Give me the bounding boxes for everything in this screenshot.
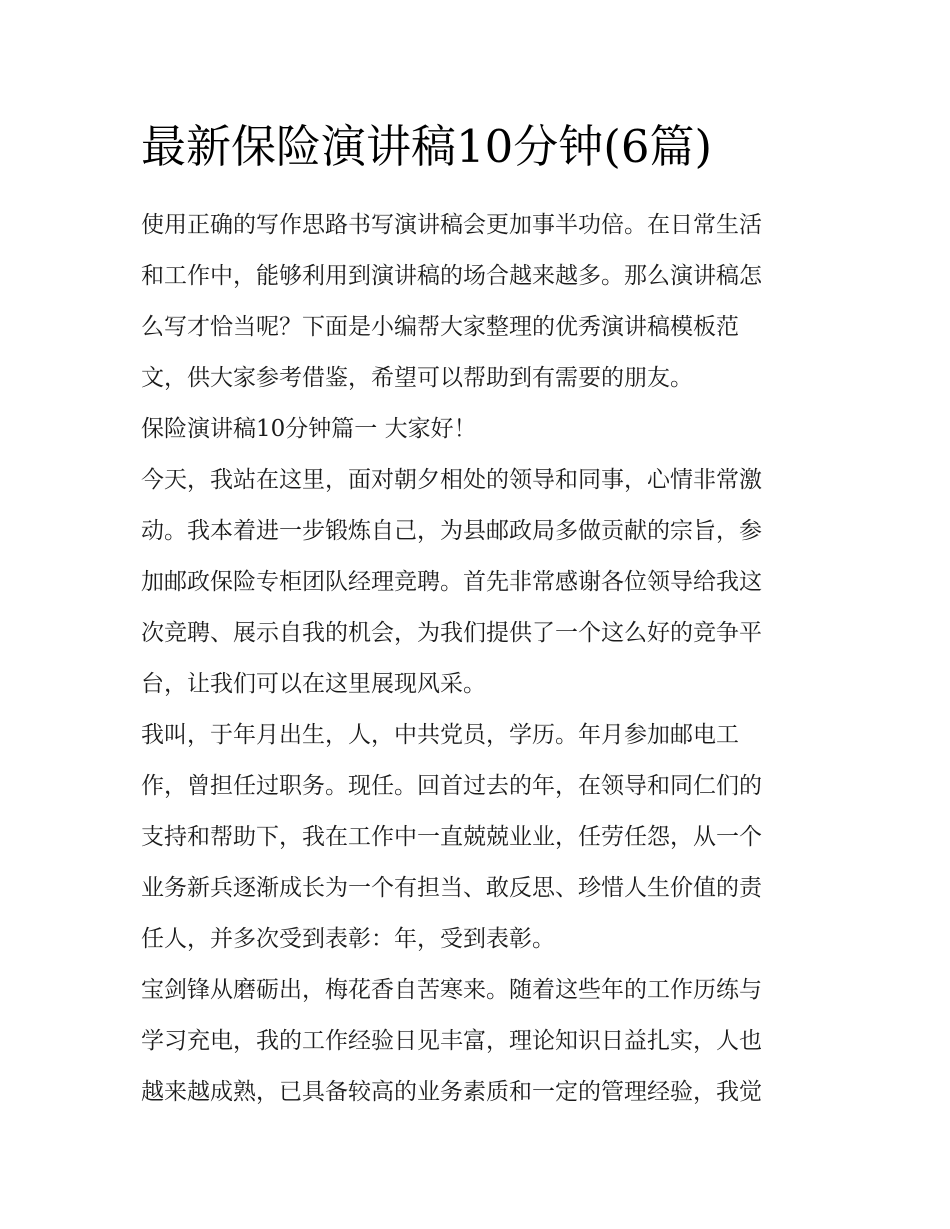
body-line: 学习充电，我的工作经验日见丰富，理论知识日益扎实，人也: [141, 1028, 762, 1054]
body-line: 文，供大家参考借鉴，希望可以帮助到有需要的朋友。: [141, 365, 693, 391]
body-line: 业务新兵逐渐成长为一个有担当、敢反思、珍惜人生价值的责: [141, 875, 762, 901]
body-line: 么写才恰当呢？下面是小编帮大家整理的优秀演讲稿模板范: [141, 314, 739, 340]
body-line: 动。我本着进一步锻炼自己，为县邮政局多做贡献的宗旨，参: [141, 518, 762, 544]
document-title: 最新保险演讲稿10分钟(6篇): [141, 120, 713, 173]
body-line: 台，让我们可以在这里展现风采。: [141, 671, 486, 697]
body-line: 任人，并多次受到表彰：年，受到表彰。: [141, 926, 555, 952]
body-line: 越来越成熟，已具备较高的业务素质和一定的管理经验，我觉: [141, 1079, 762, 1105]
document-body: [141, 200, 819, 1118]
body-line: 作，曾担任过职务。现任。回首过去的年，在领导和同仁们的: [141, 773, 762, 799]
body-line: 今天，我站在这里，面对朝夕相处的领导和同事，心情非常激: [141, 467, 762, 493]
body-line: 我叫，于年月出生，人，中共党员，学历。年月参加邮电工: [141, 722, 739, 748]
body-line: 和工作中，能够利用到演讲稿的场合越来越多。那么演讲稿怎: [141, 263, 762, 289]
body-line: 次竞聘、展示自我的机会，为我们提供了一个这么好的竞争平: [141, 620, 762, 646]
body-line: 宝剑锋从磨砺出，梅花香自苦寒来。随着这些年的工作历练与: [141, 977, 762, 1003]
body-line: 加邮政保险专柜团队经理竞聘。首先非常感谢各位领导给我这: [141, 569, 762, 595]
body-line: 保险演讲稿10分钟篇一 大家好！: [141, 416, 477, 442]
body-line: 支持和帮助下，我在工作中一直兢兢业业，任劳任怨，从一个: [141, 824, 762, 850]
body-line: 使用正确的写作思路书写演讲稿会更加事半功倍。在日常生活: [141, 212, 762, 238]
